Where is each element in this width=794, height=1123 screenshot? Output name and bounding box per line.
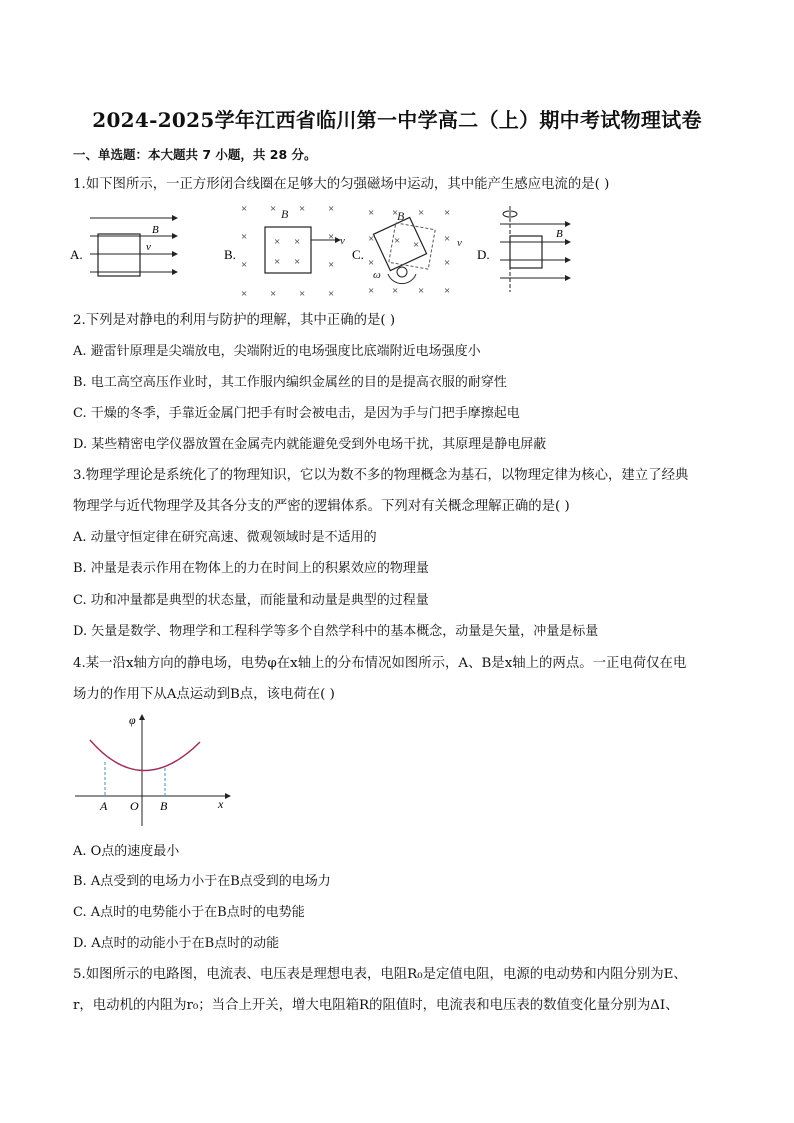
svg-text:×: × [241,288,248,300]
q1-figure-a [90,215,178,276]
q4-option-b: B. A点受到的电场力小于在B点受到的电场力 [73,874,331,889]
svg-text:×: × [394,235,401,247]
svg-text:×: × [241,203,248,215]
q2-option-c: C. 干燥的冬季，手靠近金属门把手有时会被电击，是因为手与门把手摩擦起电 [73,406,520,421]
svg-text:×: × [299,288,306,300]
svg-text:×: × [418,207,425,219]
q4-option-a: A. O点的速度最小 [73,844,180,859]
q1-figure-c [368,207,462,297]
q5-stem-line2: r，电动机的内阻为r₀；当合上开关，增大电阻箱R的阻值时，电流表和电压表的数值变化量分别为ΔI、 [73,998,679,1013]
q1-option-b-label: B. [224,247,236,262]
potential-curve [90,740,200,771]
q1-figure-d [500,206,571,292]
origin-label: O [130,799,139,813]
x-axis-label: x [218,797,224,811]
q3-option-a: A. 动量守恒定律在研究高速、微观领域时是不适用的 [73,530,377,545]
q1-c-velocity-label: v [457,237,462,249]
svg-text:×: × [392,285,399,297]
q3-option-c: C. 功和冲量都是典型的状态量，而能量和动量是典型的过程量 [73,593,429,608]
q4-stem-line2: 场力的作用下从A点运动到B点，该电荷在( ) [73,687,335,702]
q1-a-field-label: B [152,224,159,236]
q1-figure [70,202,590,302]
q1-option-c-label: C. [352,247,364,262]
q1-stem: 1.如下图所示，一正方形闭合线圈在足够大的匀强磁场中运动，其中能产生感应电流的是( ) [73,177,610,192]
svg-text:×: × [368,257,375,269]
q4-stem-line1: 4.某一沿x轴方向的静电场，电势φ在x轴上的分布情况如图所示，A、B是x轴上的两点。一正电荷仅在电 [73,656,687,671]
svg-text:×: × [418,285,425,297]
q4-option-d: D. A点时的动能小于在B点时的动能 [73,936,280,951]
q4-potential-graph [70,710,240,830]
section-heading: 一、单选题：本大题共 7 小题，共 28 分。 [73,147,317,162]
q3-stem-line2: 物理学与近代物理学及其各分支的严密的逻辑体系。下列对有关概念理解正确的是( ) [73,499,570,514]
svg-text:×: × [328,288,335,300]
q1-c-field-label: B [397,209,405,223]
q2-option-a: A. 避雷针原理是尖端放电，尖端附近的电场强度比底端附近电场强度小 [73,344,481,359]
phi-axis-label: φ [129,713,136,727]
q1-option-d-label: D. [477,247,490,262]
q2-option-b: B. 电工高空高压作业时，其工作服内编织金属丝的目的是提高衣服的耐穿性 [73,375,507,390]
svg-text:×: × [368,207,375,219]
q1-b-field-label: B [281,207,289,221]
svg-text:×: × [328,231,335,243]
svg-text:×: × [241,259,248,271]
svg-text:×: × [274,236,281,248]
svg-text:×: × [294,236,301,248]
svg-text:×: × [294,256,301,268]
svg-text:×: × [413,239,420,251]
q4-option-c: C. A点时的电势能小于在B点时的电势能 [73,905,305,920]
q3-option-b: B. 冲量是表示作用在物体上的力在时间上的积累效应的物理量 [73,561,429,576]
svg-text:×: × [444,257,451,269]
svg-text:×: × [368,233,375,245]
q3-option-d: D. 矢量是数学、物理学和工程科学等多个自然学科中的基本概念，动量是矢量，冲量是标量 [73,624,599,639]
q1-a-velocity-label: v [146,241,151,253]
q1-d-field-label: B [556,228,563,240]
q1-figure-b [241,203,345,300]
svg-text:×: × [270,288,277,300]
svg-text:×: × [274,256,281,268]
point-a-label: A [100,799,108,813]
q5-stem-line1: 5.如图所示的电路图，电流表、电压表是理想电表，电阻R₀是定值电阻，电源的电动势和内阻分别为E、 [73,967,687,982]
svg-text:×: × [299,203,306,215]
svg-text:×: × [328,203,335,215]
q1-b-velocity-label: v [340,235,345,247]
svg-text:×: × [444,207,451,219]
svg-text:×: × [392,207,399,219]
page-title: 2024-2025学年江西省临川第一中学高二（上）期中考试物理试卷 [92,108,702,132]
q3-stem-line1: 3.物理学理论是系统化了的物理知识，它以为数不多的物理概念为基石，以物理定律为核心，建立了经典 [73,468,689,483]
svg-text:×: × [241,231,248,243]
svg-text:×: × [444,233,451,245]
svg-text:×: × [328,259,335,271]
q1-option-a-label: A. [70,247,83,262]
svg-text:×: × [270,203,277,215]
q1-c-omega-label: ω [373,269,381,281]
svg-text:×: × [368,285,375,297]
svg-text:×: × [444,285,451,297]
q2-option-d: D. 某些精密电学仪器放置在金属壳内就能避免受到外电场干扰，其原理是静电屏蔽 [73,437,547,452]
point-b-label: B [160,799,168,813]
q2-stem: 2.下列是对静电的利用与防护的理解，其中正确的是( ) [73,313,396,328]
